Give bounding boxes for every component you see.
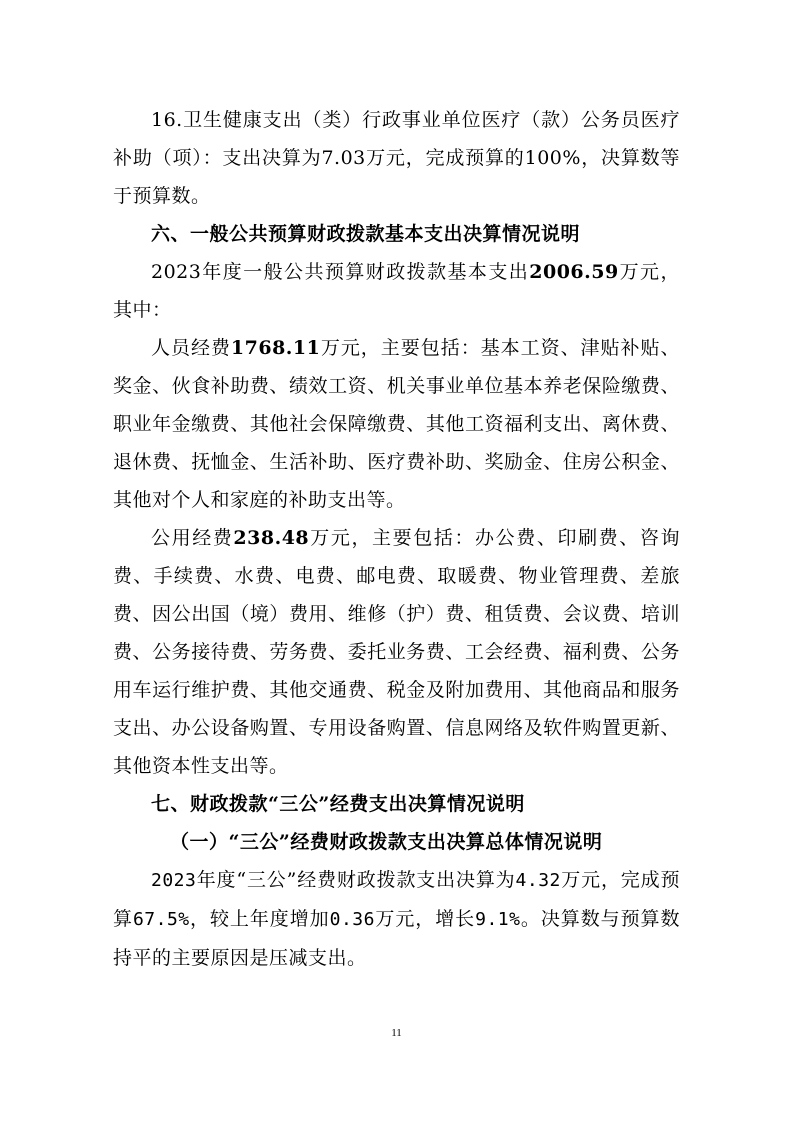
- basic-total-prefix: 2023年度一般公共预算财政拨款基本支出: [151, 261, 530, 283]
- public-prefix: 公用经费: [151, 527, 234, 549]
- paragraph-basic-expenditure-total: [113, 253, 680, 329]
- public-items: 万元，主要包括：办公费、印刷费、咨询费、手续费、水费、电费、邮电费、取暖费、物业管理费、差旅费、因公出国（境）费用、维修（护）费、租赁费、会议费、培训费、公务接待费、劳务费、委托业务费、工会经费、福利费、公务用车运行维护费、其他交通费、税金及附加费用、其他商品和服务支出、办公设备购置、专用设备购置、信息网络及软件购置更新、其他资本性支出等。: [113, 527, 680, 777]
- personnel-prefix: 人员经费: [151, 337, 231, 359]
- three-public-growth: 9.1%: [475, 909, 521, 930]
- three-public-text-5: 。决算数与预算数持平的主要原因是压减支出。: [113, 908, 680, 969]
- page-number: 11: [391, 1027, 402, 1039]
- section-7-1-heading: （一）“三公”经费财政拨款支出决算总体情况说明: [170, 831, 603, 853]
- three-public-rate: 67.5%: [132, 909, 190, 930]
- public-value: 238.48: [233, 527, 310, 549]
- three-public-increase: 0.36: [329, 909, 375, 930]
- three-public-year: 2023: [151, 870, 197, 891]
- basic-total-value: 2006.59: [529, 261, 619, 283]
- three-public-text-4: 万元，增长: [374, 908, 476, 930]
- personnel-items: 万元，主要包括：基本工资、津贴补贴、奖金、伙食补助费、绩效工资、机关事业单位基本养老保险缴费、职业年金缴费、其他社会保障缴费、其他工资福利支出、离休费、退休费、抚恤金、生活补助、医疗费补助、奖励金、住房公积金、其他对个人和家庭的补助支出等。: [113, 337, 680, 511]
- three-public-text-3: ，较上年度增加: [189, 908, 330, 930]
- paragraph-public-expenses: [113, 519, 680, 785]
- paragraph-personnel-expenses: [113, 329, 680, 519]
- paragraph-three-public-summary: [113, 861, 680, 977]
- three-public-total: 4.32: [515, 870, 561, 891]
- personnel-value: 1768.11: [230, 337, 321, 359]
- basic-total-suffix: 万元，其中：: [113, 261, 680, 321]
- section-7-heading: 七、财政拨款“三公”经费支出决算情况说明: [151, 793, 525, 815]
- document-body: [113, 101, 680, 977]
- section-6-heading: 六、一般公共预算财政拨款基本支出决算情况说明: [151, 223, 581, 245]
- three-public-text-2: 万元，完成预算: [113, 869, 680, 930]
- paragraph-health-expenditure: 16.卫生健康支出（类）行政事业单位医疗（款）公务员医疗补助（项）：支出决算为7.03万元，完成预算的100%，决算数等于预算数。: [113, 109, 680, 207]
- three-public-text-1: 年度“三公”经费财政拨款支出决算为: [196, 869, 516, 891]
